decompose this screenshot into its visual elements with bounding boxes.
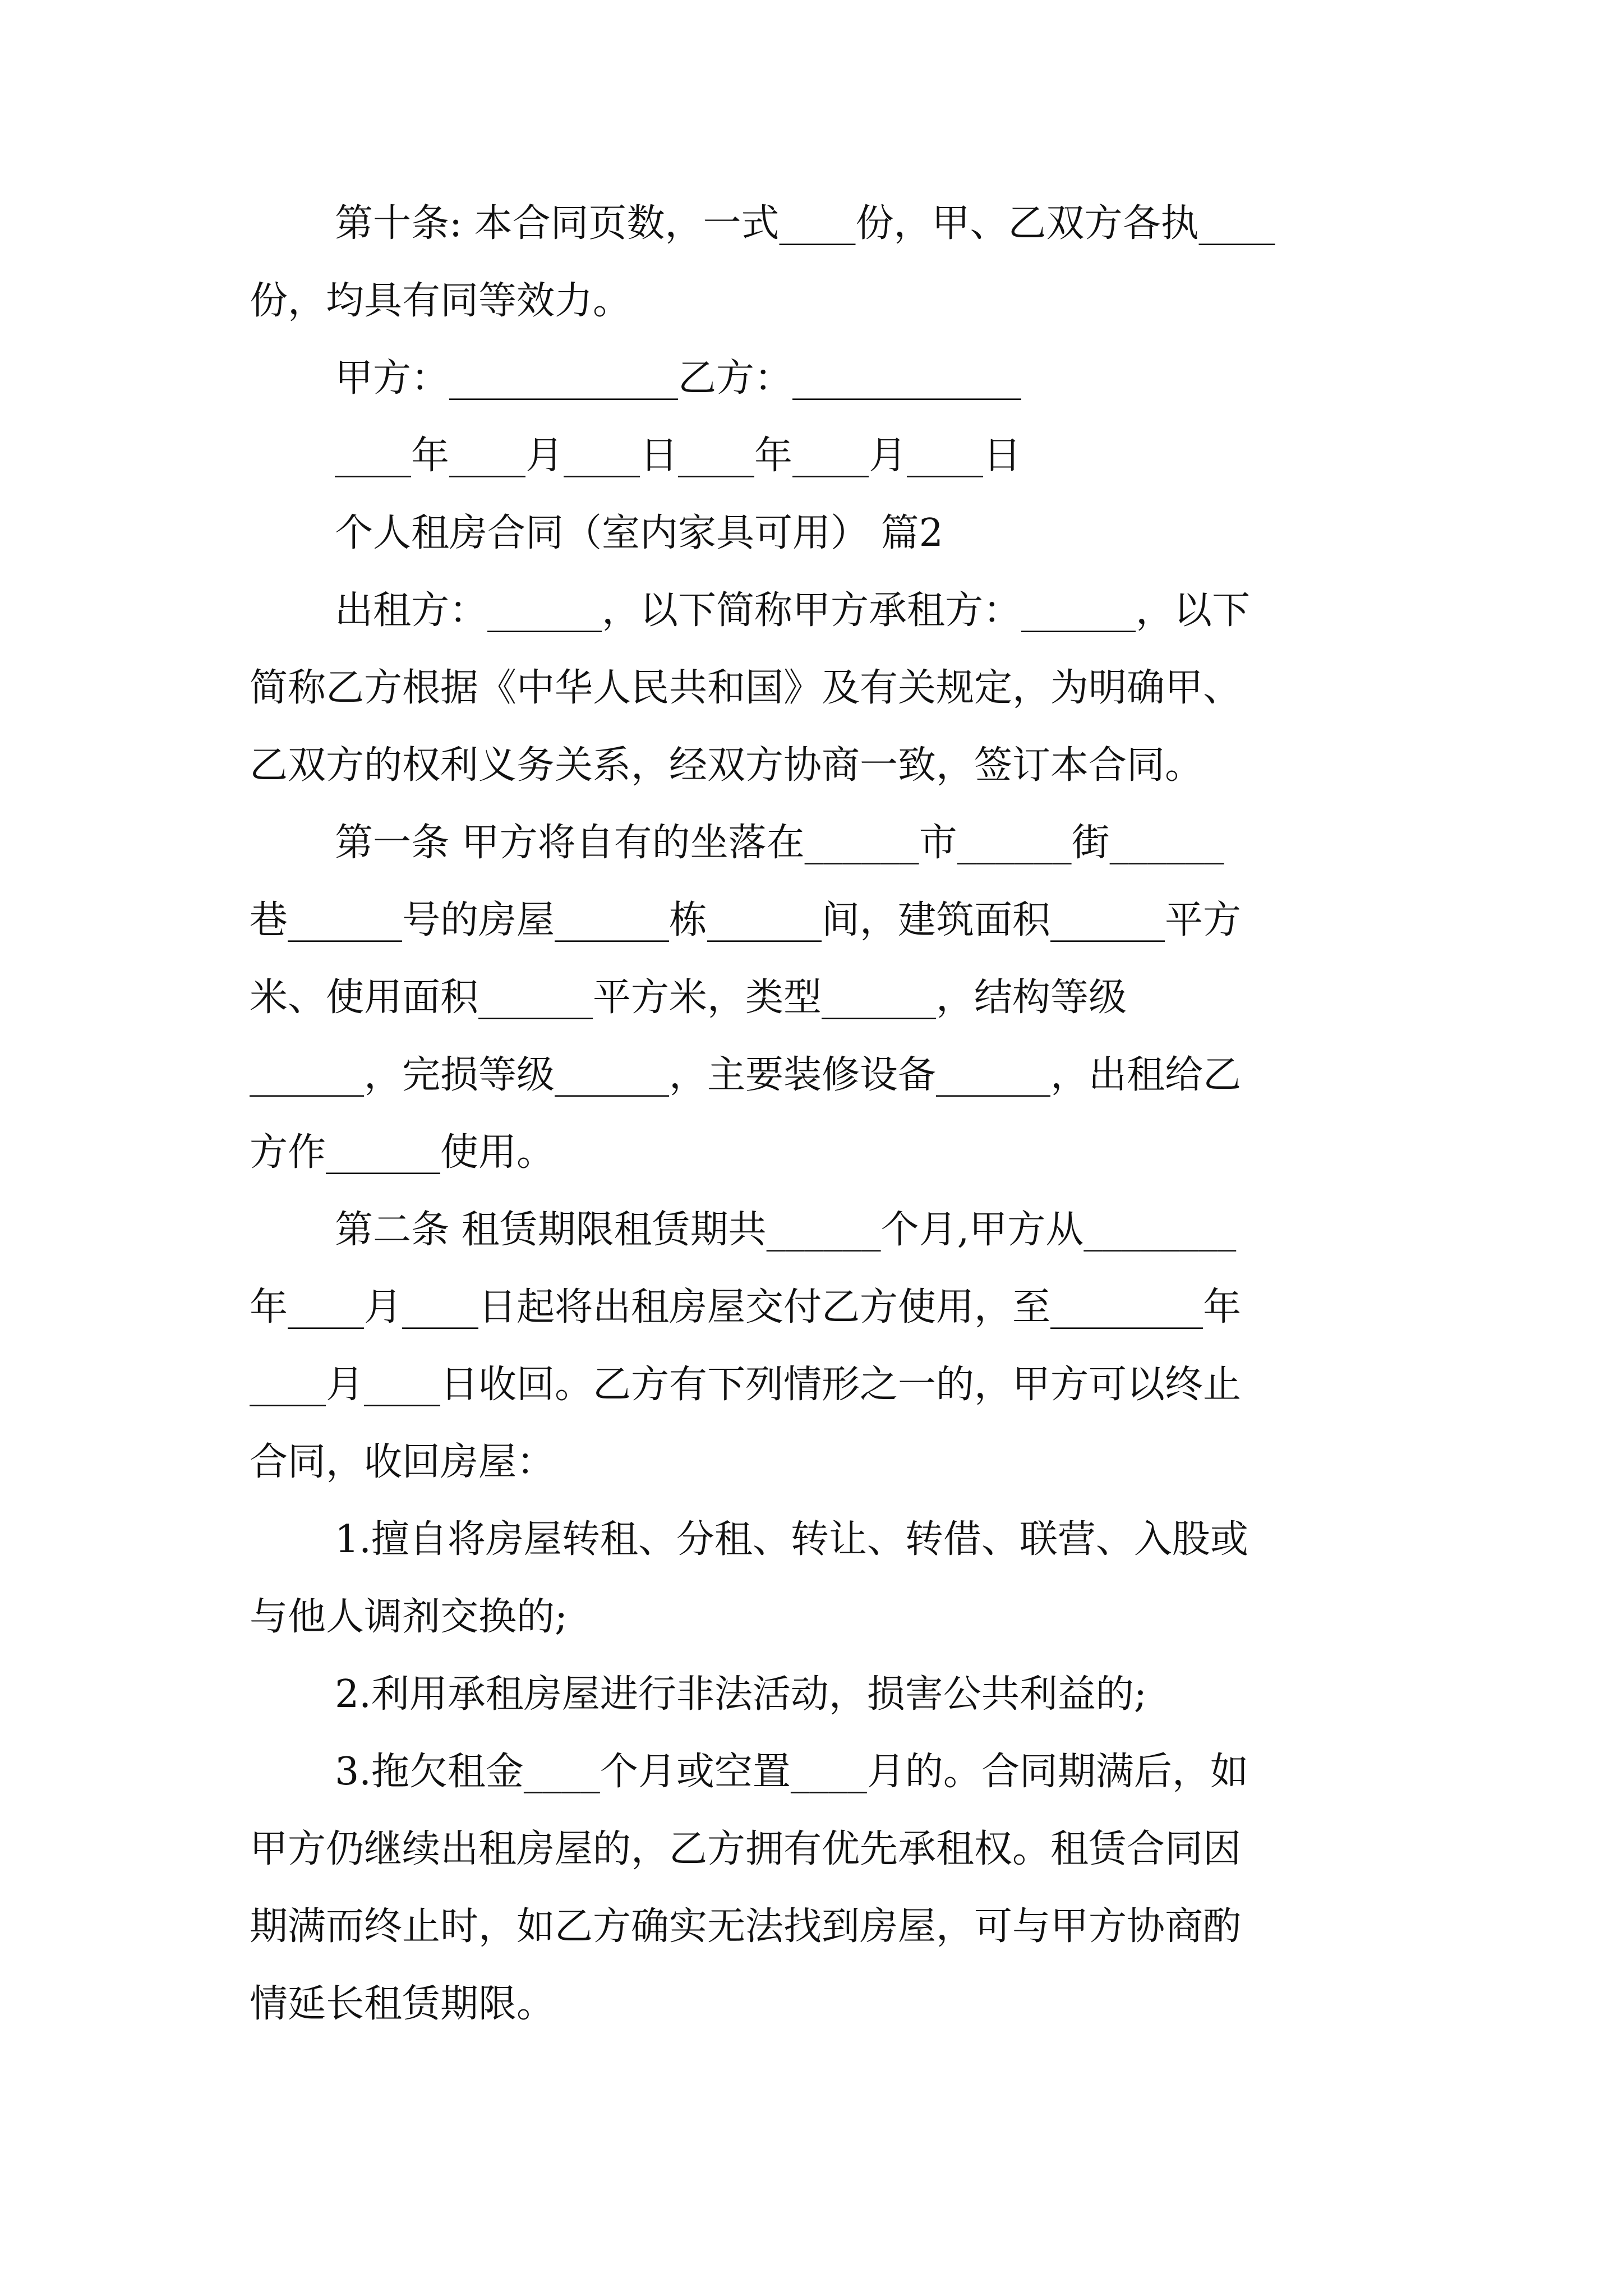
article-1-line-2: 巷______号的房屋______栋______间，建筑面积______平方 (250, 898, 1242, 942)
document-page (250, 185, 1388, 2043)
article-2-line-4: 合同，收回房屋： (250, 1440, 555, 1484)
intro-line-2: 简称乙方根据《中华人民共和国》及有关规定，为明确甲、 (250, 666, 1242, 710)
signature-line: 甲方：____________乙方：____________ (335, 356, 1022, 401)
intro-line-3: 乙双方的权利义务关系，经双方协商一致，签订本合同。 (250, 743, 1204, 788)
item-1-line-1: 1.擅自将房屋转租、分租、转让、转借、联营、入股或 (335, 1517, 1248, 1562)
section-title: 个人租房合同（室内家具可用） 篇2 (335, 511, 943, 555)
article-1-line-4: ______，完损等级______，主要装修设备______，出租给乙 (250, 1053, 1242, 1097)
item-2-line: 2.利用承租房屋进行非法活动，损害公共利益的; (335, 1672, 1147, 1717)
item-3-line-4: 情延长租赁期限。 (250, 1982, 555, 2026)
article-1-line-3: 米、使用面积______平方米，类型______，结构等级 (250, 976, 1127, 1020)
item-1-line-2: 与他人调剂交换的; (250, 1595, 568, 1639)
article-2-line-3: ____月____日收回。乙方有下列情形之一的，甲方可以终止 (250, 1363, 1242, 1407)
date-line: ____年____月____日____年____月____日 (335, 434, 1022, 478)
article-2-line-2: 年____月____日起将出租房屋交付乙方使用，至________年 (250, 1285, 1242, 1329)
intro-line-1: 出租方：______，以下简称甲方承租方：______，以下 (335, 588, 1251, 633)
article-1-line-1: 第一条 甲方将自有的坐落在______市______街______ (335, 821, 1224, 865)
article-1-line-5: 方作______使用。 (250, 1130, 555, 1175)
article-2-line-1: 第二条 租赁期限租赁期共______个月,甲方从________ (335, 1208, 1237, 1252)
item-3-line-1: 3.拖欠租金____个月或空置____月的。合同期满后，如 (335, 1750, 1248, 1794)
item-3-line-2: 甲方仍继续出租房屋的，乙方拥有优先承租权。租赁合同因 (250, 1827, 1242, 1871)
article-10-line-1: 第十条: 本合同页数，一式____份，甲、乙双方各执____ (335, 201, 1275, 246)
article-10-line-2: 份，均具有同等效力。 (250, 279, 631, 323)
item-3-line-3: 期满而终止时，如乙方确实无法找到房屋，可与甲方协商酌 (250, 1904, 1242, 1949)
